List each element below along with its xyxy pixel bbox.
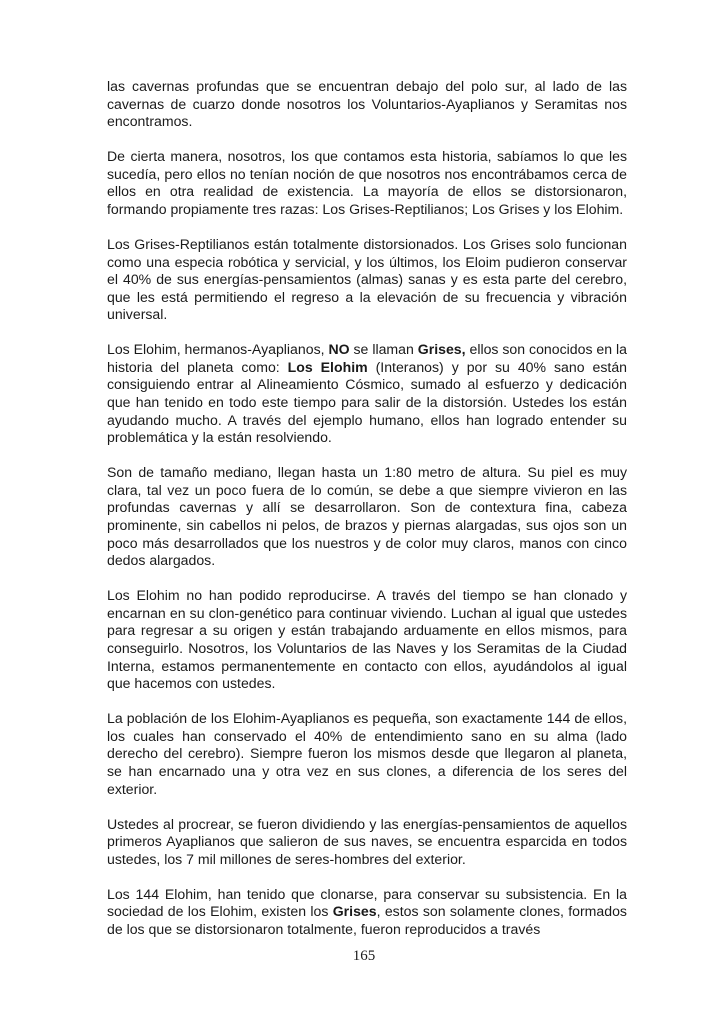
text-run: Ustedes al procrear, se fueron dividiendo y las energías-pensamientos de aquellos primeros Ayaplianos que salieron de sus naves, se encuentra esparcida en todos ustedes, los 7 mil millones de seres-hombres del exterior.	[107, 815, 627, 867]
text-run: , estos son solamente clones, formados de los que se distorsionaron totalmente, fueron reproducidos a través	[107, 903, 627, 937]
text-run: Los Elohim, hermanos-Ayaplianos,	[107, 341, 329, 358]
paragraph	[107, 587, 627, 693]
paragraph	[107, 710, 627, 798]
text-run: Los Grises-Reptilianos están totalmente distorsionados. Los Grises solo funcionan como una especia robótica y servicial, y los últimos, los Eloim pudieron conservar el 40% de sus energías-pensamientos (almas) sanas y es esta parte del cerebro, que les está permitiendo el regreso a la elevación de su frecuencia y vibración universal.	[107, 235, 627, 323]
paragraph	[107, 886, 627, 939]
page-number: 165	[352, 948, 376, 964]
paragraph	[107, 78, 627, 131]
text-run: La población de los Elohim-Ayaplianos es pequeña, son exactamente 144 de ellos, los cuales han conservado el 40% de entendimiento sano en su alma (lado derecho del cerebro). Siempre fueron los mismos desde que llegaron al planeta, se han encarnado una y otra vez en sus clones, a diferencia de los seres del exterior.	[107, 710, 627, 797]
body-text	[107, 78, 627, 938]
text-run: Los 144 Elohim, han tenido que clonarse, para conservar su subsistencia. En la sociedad de los Elohim, existen los	[107, 885, 627, 920]
paragraph	[107, 464, 627, 570]
text-run: las cavernas profundas que se encuentran debajo del polo sur, al lado de las cavernas de cuarzo donde nosotros los Voluntarios-Ayaplianos y Seramitas nos encontramos.	[107, 78, 627, 130]
text-run: Los Elohim no han podido reproducirse. A través del tiempo se han clonado y encarnan en su clon-genético para continuar viviendo. Luchan al igual que ustedes para regresar a su origen y están trabajando arduamente en ellos mismos, para conseguirlo. Nosotros, los Voluntarios de las Naves y los Seramitas de la Ciudad Interna, estamos permanentemente en contacto con ellos, ayudándolos al igual que hacemos con ustedes.	[107, 587, 627, 692]
text-run: ellos son conocidos en la historia del planeta como:	[107, 341, 627, 375]
text-run: se llaman	[349, 341, 418, 358]
bold-text: Los Elohim	[287, 358, 368, 375]
text-run: (Interanos) y por su 40% sano están consiguiendo entrar al Alineamiento Cósmico, sumado al esfuerzo y dedicación que han tenido en todo este tiempo para salir de la distorsión. Ustedes los están ayudando mucho. A través del ejemplo humano, ellos han logrado entender su problemática y la están resolviendo.	[107, 358, 627, 446]
paragraph	[107, 341, 627, 447]
text-run: De cierta manera, nosotros, los que contamos esta historia, sabíamos lo que les sucedía, pero ellos no tenían noción de que nosotros nos encontrábamos cerca de ellos en otra realidad de existencia. La mayoría de ellos se distorsionaron, formando propiamente tres razas: Los Grises-Reptilianos; Los Grises y los Elohim.	[107, 148, 627, 217]
bold-text: Grises,	[417, 341, 466, 358]
bold-text: Grises	[332, 903, 377, 920]
paragraph	[107, 148, 627, 218]
bold-text: NO	[328, 341, 350, 358]
paragraph	[107, 236, 627, 324]
paragraph	[107, 816, 627, 869]
text-run: Son de tamaño mediano, llegan hasta un 1:80 metro de altura. Su piel es muy clara, tal vez un poco fuera de lo común, se debe a que siempre vivieron en las profundas cavernas y allí se desarrollaron. Son de contextura fina, cabeza prominente, sin cabellos ni pelos, de brazos y piernas alargadas, sus ojos son un poco más desarrollados que los nuestros y de color muy claros, manos con cinco dedos alargados.	[107, 464, 627, 569]
